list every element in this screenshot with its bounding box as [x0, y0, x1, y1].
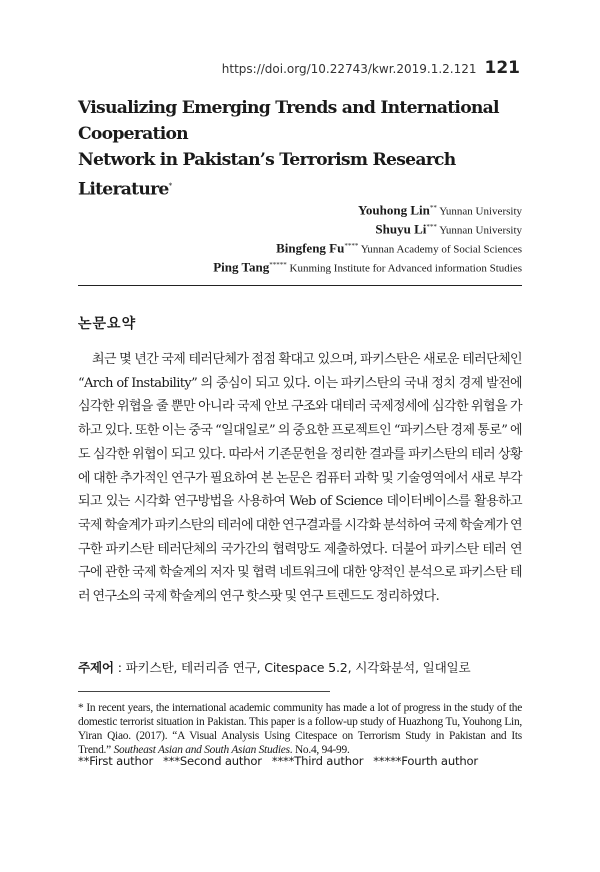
role-note: *****Fourth author	[373, 754, 478, 768]
title-line-1: Visualizing Emerging Trends and International Cooperation	[78, 98, 499, 144]
author-list	[213, 199, 522, 275]
author-mark: ****	[344, 242, 359, 250]
title-footnote-mark[interactable]: *	[168, 182, 172, 190]
author-affiliation: Yunnan Academy of Social Sciences	[360, 243, 522, 256]
paper-title	[78, 95, 538, 203]
role-note: ****Third author	[271, 754, 364, 768]
author-name: Shuyu Li	[375, 221, 427, 237]
page-number: 121	[484, 58, 520, 78]
footnote-journal: Southeast Asian and South Asian Studies	[113, 744, 290, 756]
role-note: **First author	[78, 754, 154, 768]
keywords-separator: :	[113, 660, 126, 675]
abstract-heading: 논문요약	[78, 316, 137, 332]
author-name: Ping Tang	[213, 259, 270, 275]
footnote-body: * In recent years, the international academic community has made a lot of progress in the study of the domestic terrorist situation in Pakistan. This paper is a follow-up study of Huazhong Tu, Youhong Lin, Yiran Qiao. (2017). “A Visual Analysis Using Citespace on Terrorism Study in Pakistan and Its Trend.”	[78, 702, 522, 756]
keywords-label: 주제어	[78, 660, 114, 675]
author-name: Youhong Lin	[357, 202, 430, 218]
title-line-2-text: Network in Pakistan’s Terrorism Research Literature	[78, 150, 456, 200]
abstract-body: 최근 몇 년간 국제 테러단체가 점점 확대고 있으며, 파키스탄은 새로운 테러단체인 “Arch of Instability” 의 중심이 되고 있다. 이는 파키스탄의 국내 정치 경제 발전에 심각한 위협을 줄 뿐만 아니라 국제 안보 구조와 대테러 국제정세에 심각한 위협을 가하고 있다. 또한 이는 중국 “일대일로” 의 중요한 프로젝트인 “파키스탄 경제 통로” 에도 심각한 위협이 되고 있다. 따라서 기존문헌을 정리한 결과를 파키스탄의 테러 상황에 대한 추가적인 연구가 필요하여 본 논문은 컴퓨터 과학 및 기술영역에서 새로 부각되고 있는 시각화 연구방법을 사용하여 Web of Science 데이터베이스를 활용하고 국제 학술계가 파키스탄의 테러에 대한 연구결과를 시각화 분석하여 국제 학술계가 연구한 파키스탄 테러단체의 국가간의 협력망도 제출하였다. 더불어 파키스탄 테러 연구에 관한 국제 학술계의 저자 및 협력 네트워크에 대한 양적인 분석으로 파키스탄 테러 연구소의 국제 학술계의 연구 핫스팟 및 연구 트렌드도 정리하였다.	[78, 352, 522, 605]
footnote-text	[78, 701, 522, 757]
author-role-notes	[78, 754, 478, 768]
author-entry	[213, 256, 522, 275]
role-note: ***Second author	[163, 754, 262, 768]
doi-link[interactable]: https://doi.org/10.22743/kwr.2019.1.2.121	[221, 62, 477, 76]
title-line-2	[78, 147, 538, 203]
author-mark: *****	[269, 261, 287, 269]
author-affiliation: Yunnan University	[439, 205, 522, 218]
author-affiliation: Yunnan University	[439, 224, 522, 237]
author-name: Bingfeng Fu	[276, 240, 345, 256]
running-header	[222, 58, 520, 78]
keywords-line	[78, 657, 471, 676]
author-entry	[213, 218, 522, 237]
author-entry	[213, 199, 522, 218]
author-mark: ***	[426, 223, 437, 231]
author-affiliation: Kunming Institute for Advanced information Studies	[289, 262, 522, 275]
title-divider	[78, 285, 522, 286]
keywords-value: 파키스탄, 테러리즘 연구, Citespace 5.2, 시각화분석, 일대일로	[125, 660, 471, 675]
author-entry	[213, 237, 522, 256]
author-mark: **	[429, 204, 437, 212]
footnote-citation-tail: . No.4, 94-99.	[289, 744, 350, 756]
footnote-divider	[78, 691, 330, 692]
